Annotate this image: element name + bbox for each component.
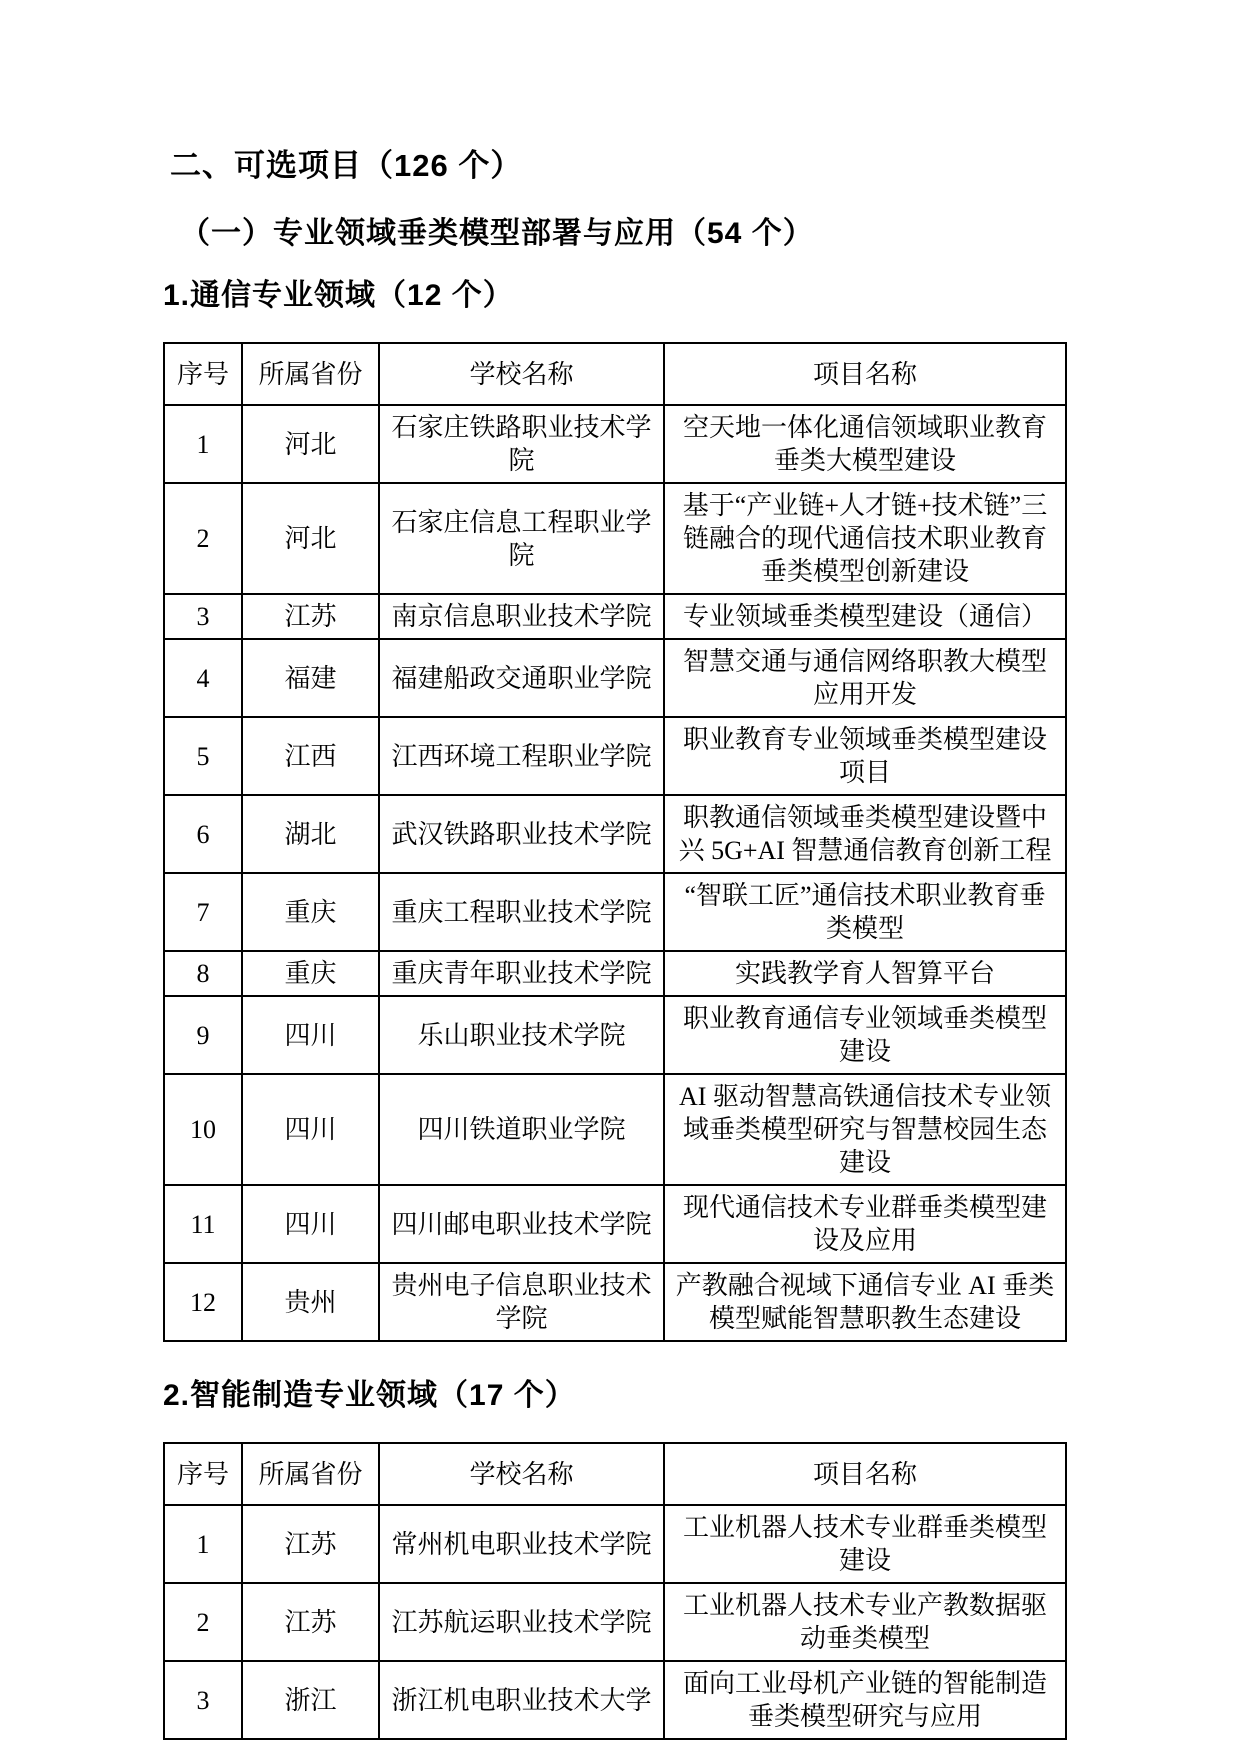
cell-school: 乐山职业技术学院 [379, 996, 664, 1074]
cell-project: 工业机器人技术专业产教数据驱动垂类模型 [664, 1583, 1066, 1661]
cell-project: 基于“产业链+人才链+技术链”三链融合的现代通信技术职业教育垂类模型创新建设 [664, 483, 1066, 594]
smart-manufacturing-projects-table [163, 1442, 1067, 1740]
cell-school: 四川邮电职业技术学院 [379, 1185, 664, 1263]
table-header-row [164, 1443, 1066, 1505]
cell-school: 武汉铁路职业技术学院 [379, 795, 664, 873]
cell-province: 四川 [242, 996, 379, 1074]
table-row [164, 1505, 1066, 1583]
cell-province: 河北 [242, 483, 379, 594]
table-row [164, 795, 1066, 873]
table-row [164, 1185, 1066, 1263]
cell-school: 重庆青年职业技术学院 [379, 951, 664, 996]
cell-province: 河北 [242, 405, 379, 483]
section-heading-smart-manufacturing: 2.智能制造专业领域（17 个） [163, 1379, 576, 1412]
cell-school: 贵州电子信息职业技术学院 [379, 1263, 664, 1341]
col-header-project: 项目名称 [664, 343, 1066, 405]
cell-serial: 2 [164, 1583, 242, 1661]
cell-serial: 9 [164, 996, 242, 1074]
cell-serial: 4 [164, 639, 242, 717]
table-row [164, 405, 1066, 483]
cell-province: 湖北 [242, 795, 379, 873]
cell-school: 重庆工程职业技术学院 [379, 873, 664, 951]
table-row [164, 594, 1066, 639]
cell-school: 南京信息职业技术学院 [379, 594, 664, 639]
table-row [164, 1263, 1066, 1341]
cell-province: 重庆 [242, 873, 379, 951]
cell-serial: 10 [164, 1074, 242, 1185]
cell-project: “智联工匠”通信技术职业教育垂类模型 [664, 873, 1066, 951]
cell-project: 面向工业母机产业链的智能制造垂类模型研究与应用 [664, 1661, 1066, 1739]
cell-serial: 12 [164, 1263, 242, 1341]
cell-serial: 3 [164, 1661, 242, 1739]
cell-school: 浙江机电职业技术大学 [379, 1661, 664, 1739]
col-header-serial: 序号 [164, 1443, 242, 1505]
table-row [164, 873, 1066, 951]
table-row [164, 1074, 1066, 1185]
cell-project: 职业教育通信专业领域垂类模型建设 [664, 996, 1066, 1074]
cell-project: 职教通信领域垂类模型建设暨中兴 5G+AI 智慧通信教育创新工程 [664, 795, 1066, 873]
cell-serial: 6 [164, 795, 242, 873]
cell-province: 江苏 [242, 594, 379, 639]
table-row [164, 996, 1066, 1074]
table-row [164, 639, 1066, 717]
page-title: 二、可选项目（126 个） [170, 148, 523, 183]
cell-serial: 11 [164, 1185, 242, 1263]
section-smart-manufacturing [163, 1376, 1071, 1740]
cell-school: 石家庄信息工程职业学院 [379, 483, 664, 594]
col-header-school: 学校名称 [379, 343, 664, 405]
cell-project: 产教融合视域下通信专业 AI 垂类模型赋能智慧职教生态建设 [664, 1263, 1066, 1341]
cell-project: 现代通信技术专业群垂类模型建设及应用 [664, 1185, 1066, 1263]
cell-project: 专业领域垂类模型建设（通信） [664, 594, 1066, 639]
cell-province: 四川 [242, 1185, 379, 1263]
section-communication [163, 276, 1071, 1342]
col-header-province: 所属省份 [242, 343, 379, 405]
cell-project: 智慧交通与通信网络职教大模型应用开发 [664, 639, 1066, 717]
cell-school: 福建船政交通职业学院 [379, 639, 664, 717]
cell-school: 江西环境工程职业学院 [379, 717, 664, 795]
cell-province: 贵州 [242, 1263, 379, 1341]
cell-province: 江苏 [242, 1583, 379, 1661]
cell-serial: 1 [164, 1505, 242, 1583]
cell-province: 四川 [242, 1074, 379, 1185]
cell-serial: 2 [164, 483, 242, 594]
col-header-school: 学校名称 [379, 1443, 664, 1505]
cell-province: 浙江 [242, 1661, 379, 1739]
cell-serial: 5 [164, 717, 242, 795]
cell-project: AI 驱动智慧高铁通信技术专业领域垂类模型研究与智慧校园生态建设 [664, 1074, 1066, 1185]
cell-serial: 3 [164, 594, 242, 639]
col-header-serial: 序号 [164, 343, 242, 405]
cell-project: 空天地一体化通信领域职业教育垂类大模型建设 [664, 405, 1066, 483]
cell-project: 实践教学育人智算平台 [664, 951, 1066, 996]
section-heading-communication: 1.通信专业领域（12 个） [163, 279, 514, 312]
cell-project: 工业机器人技术专业群垂类模型建设 [664, 1505, 1066, 1583]
cell-school: 常州机电职业技术学院 [379, 1505, 664, 1583]
table-row [164, 951, 1066, 996]
communication-projects-table [163, 342, 1067, 1342]
table-row [164, 483, 1066, 594]
cell-province: 江西 [242, 717, 379, 795]
col-header-province: 所属省份 [242, 1443, 379, 1505]
col-header-project: 项目名称 [664, 1443, 1066, 1505]
cell-school: 江苏航运职业技术学院 [379, 1583, 664, 1661]
cell-province: 重庆 [242, 951, 379, 996]
cell-school: 四川铁道职业学院 [379, 1074, 664, 1185]
page-subtitle: （一）专业领域垂类模型部署与应用（54 个） [180, 217, 814, 250]
table-row [164, 1583, 1066, 1661]
table-row [164, 717, 1066, 795]
cell-serial: 1 [164, 405, 242, 483]
table-header-row [164, 343, 1066, 405]
table-row [164, 1661, 1066, 1739]
cell-project: 职业教育专业领域垂类模型建设项目 [664, 717, 1066, 795]
cell-serial: 7 [164, 873, 242, 951]
cell-school: 石家庄铁路职业技术学院 [379, 405, 664, 483]
cell-province: 福建 [242, 639, 379, 717]
cell-province: 江苏 [242, 1505, 379, 1583]
cell-serial: 8 [164, 951, 242, 996]
